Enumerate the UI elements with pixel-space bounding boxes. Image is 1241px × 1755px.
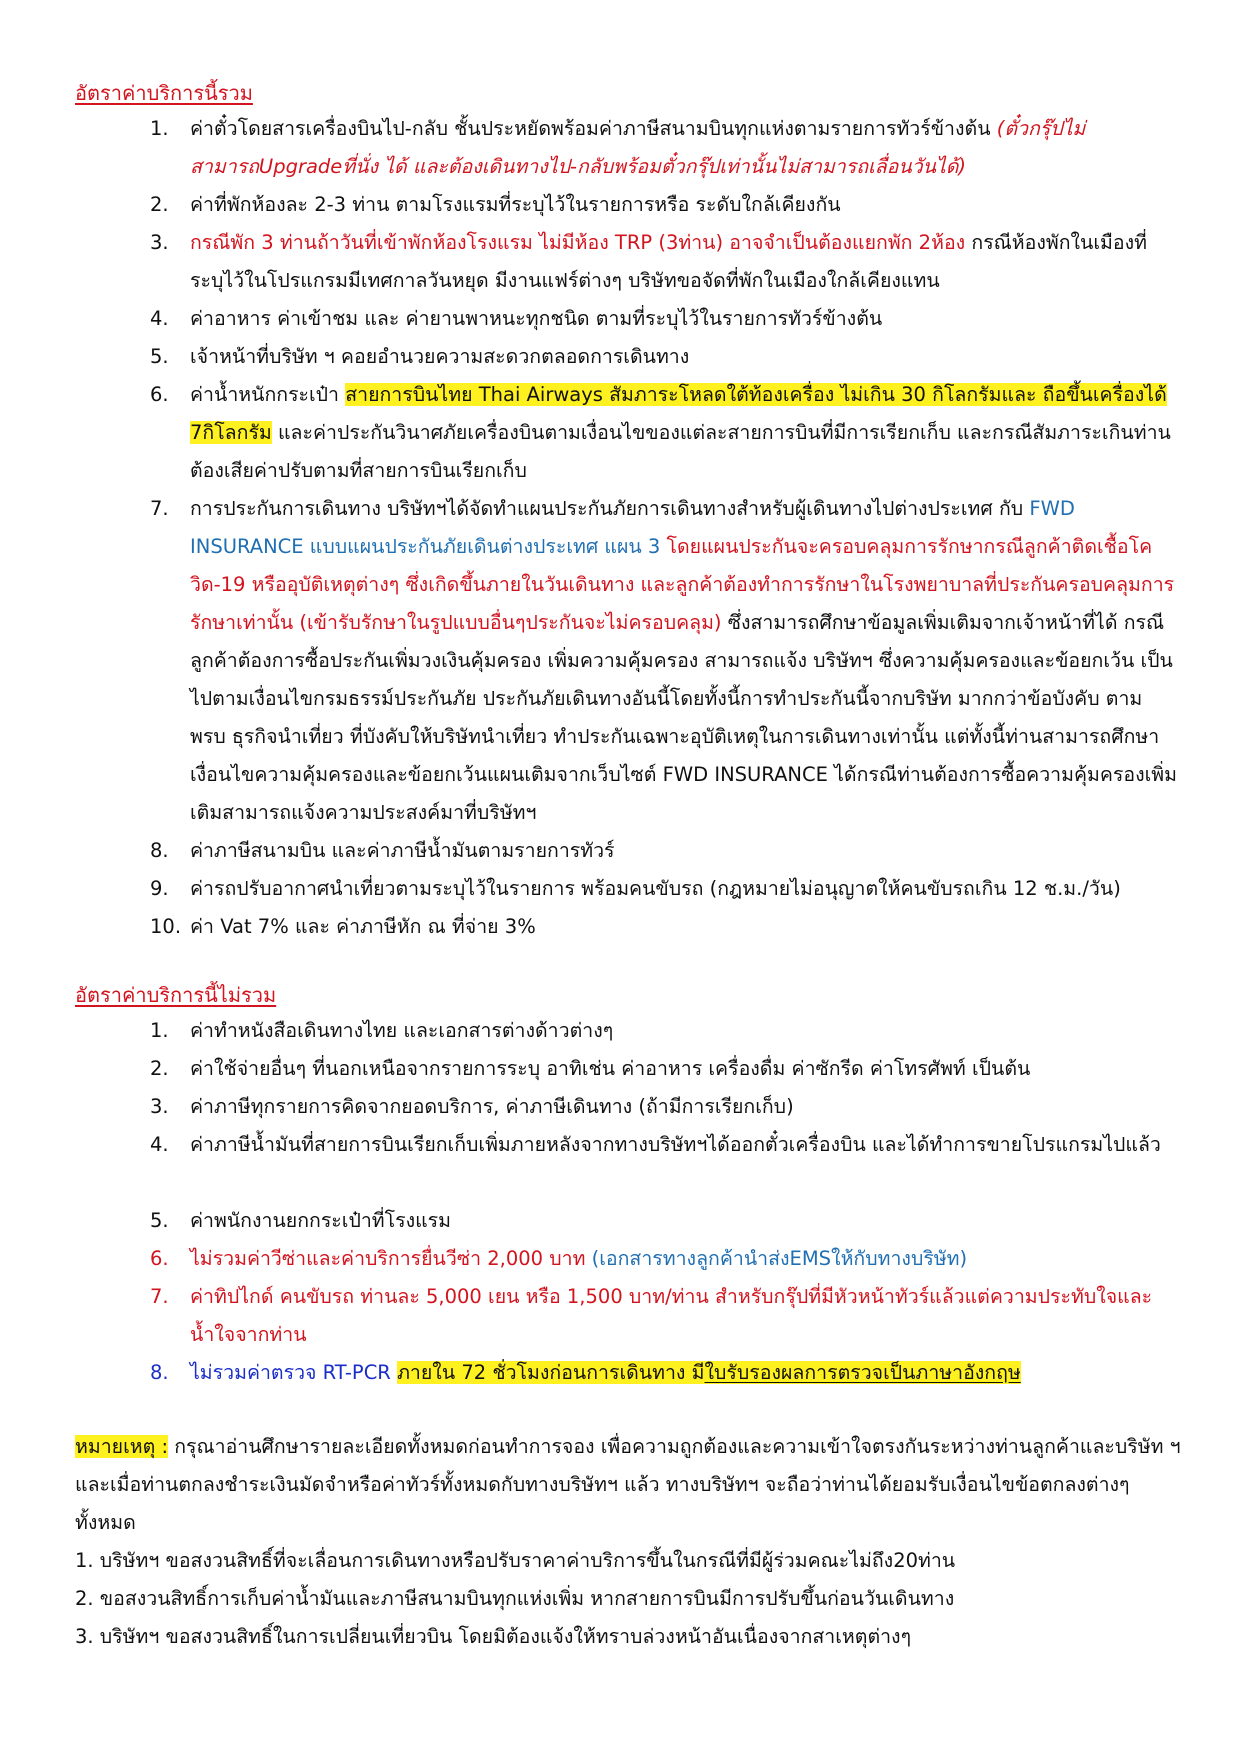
item-number: 4.	[150, 1133, 169, 1156]
coverage-text-red: โดยแผนประกันจะครอบคลุมการรักษากรณีลูกค้าติดเชื้อโควิด-19 หรืออุบัติเหตุต่างๆ ซึ่งเกิดขึ้นภายในวันเดินทาง และลูกค้าต้องทำการรักษาในโรงพยาบาลที่ประกันครอบคลุมการรักษาเท่านั้น (เข้ารับรักษาในรูปแบบอื่นๆประกันจะไม่ครอบคลุม)	[190, 535, 1175, 634]
item-number: 6.	[150, 383, 169, 406]
excluded-item-7	[150, 1278, 1180, 1354]
item-text: ค่าใช้จ่ายอื่นๆ ที่นอกเหนือจากรายการระบุ อาทิเช่น ค่าอาหาร เครื่องดื่ม ค่าซักรีด ค่าโทรศัพท์ เป็นต้น	[190, 1057, 1031, 1080]
item-text: ค่าภาษีน้ำมันที่สายการบินเรียกเก็บเพิ่มภายหลังจากทางบริษัทฯได้ออกตั๋วเครื่องบิน และได้ทำการขายโปรแกรมไปแล้ว	[190, 1133, 1161, 1156]
item-text: ค่าภาษีสนามบิน และค่าภาษีน้ำมันตามรายการทัวร์	[190, 839, 615, 862]
item-text: เจ้าหน้าที่บริษัท ฯ คอยอำนวยความสะดวกตลอดการเดินทาง	[190, 345, 690, 368]
item-number: 5.	[150, 345, 169, 368]
excluded-heading: อัตราค่าบริการนี้ไม่รวม	[75, 983, 277, 1007]
item-number: 1.	[150, 117, 169, 140]
excluded-item-1	[150, 1012, 1180, 1050]
excluded-item-3	[150, 1088, 1180, 1126]
item-number: 10.	[150, 915, 182, 938]
item-number: 7.	[150, 1285, 169, 1308]
item-note-blue: (เอกสารทางลูกค้านำส่งEMSให้กับทางบริษัท)	[591, 1247, 968, 1270]
item-number: 9.	[150, 877, 169, 900]
baggage-highlight: สายการบินไทย Thai Airways สัมภาระโหลดใต้ท้องเครื่อง ไม่เกิน 30 กิโลกรัมและ ถือขึ้นเครื่องได้ 7กิโลกรัม	[190, 383, 1167, 444]
item-text-red: กรณีพัก 3 ท่านถ้าวันที่เข้าพักห้องโรงแรม ไม่มีห้อง TRP (3ท่าน) อาจจำเป็นต้องแยกพัก 2ห้อง	[190, 231, 966, 254]
remark-text: กรุณาอ่านศึกษารายละเอียดทั้งหมดก่อนทำการจอง เพื่อความถูกต้องและความเข้าใจตรงกันระหว่างท่านลูกค้าและบริษัท ฯ และเมื่อท่านตกลงชำระเงินมัดจำหรือค่าทัวร์ทั้งหมดกับทางบริษัทฯ แล้ว ทางบริษัทฯ จะถือว่าท่านได้ยอมรับเงื่อนไขข้อตกลงต่างๆ ทั้งหมด	[75, 1435, 1181, 1534]
excluded-item-5	[150, 1202, 1180, 1240]
item-text-cont: และค่าประกันวินาศภัยเครื่องบินตามเงื่อนไขของแต่ละสายการบินที่มีการเรียกเก็บ และกรณีสัมภาระเกินท่านต้องเสียค่าปรับตามที่สายการบินเรียกเก็บ	[190, 421, 1171, 482]
item-text: ค่าทำหนังสือเดินทางไทย และเอกสารต่างด้าวต่างๆ	[190, 1019, 614, 1042]
rtpcr-highlight: ภายใน 72 ชั่วโมงก่อนการเดินทาง มี	[397, 1361, 705, 1384]
included-item-5	[150, 338, 1180, 376]
included-item-4	[150, 300, 1180, 338]
certificate-highlight: ใบรับรองผลการตรวจเป็นภาษาอังกฤษ	[704, 1361, 1021, 1384]
remark-line-3: 3. บริษัทฯ ขอสงวนสิทธิ์ในการเปลี่ยนเที่ยวบิน โดยมิต้องแจ้งให้ทราบล่วงหน้าอันเนื่องจากสาเหตุต่างๆ	[75, 1625, 912, 1648]
item-number: 7.	[150, 497, 169, 520]
item-text: ค่าตั๋วโดยสารเครื่องบินไป-กลับ ชั้นประหยัดพร้อมค่าภาษีสนามบินทุกแห่งตามรายการทัวร์ข้างต้น	[190, 117, 997, 140]
item-text: กรณีห้องพักในเมืองที่ระบุไว้ในโปรแกรมมีเทศกาลวันหยุด มีงานแฟร์ต่างๆ บริษัทขอจัดที่พักในเมืองใกล้เคียงแทน	[190, 231, 1147, 292]
excluded-item-4	[150, 1126, 1180, 1164]
item-text: ค่าน้ำหนักกระเป๋า	[190, 383, 346, 406]
remark-label: หมายเหตุ :	[75, 1435, 169, 1458]
item-text: ค่าอาหาร ค่าเข้าชม และ ค่ายานพาหนะทุกชนิด ตามที่ระบุไว้ในรายการทัวร์ข้างต้น	[190, 307, 883, 330]
included-item-10	[150, 908, 1180, 946]
excluded-item-6	[150, 1240, 1180, 1278]
item-number: 1.	[150, 1019, 169, 1042]
item-text: การประกันการเดินทาง บริษัทฯได้จัดทำแผนประกันภัยการเดินทางสำหรับผู้เดินทางไปต่างประเทศ กับ	[190, 497, 1030, 520]
item-text-cont: ซึ่งสามารถศึกษาข้อมูลเพิ่มเติมจากเจ้าหน้าที่ได้ กรณีลูกค้าต้องการซื้อประกันเพิ่มวงเงินคุ้มครอง เพิ่มความคุ้มครอง สามารถแจ้ง บริษัทฯ ซึ่งความคุ้มครองและข้อยกเว้น เป็นไปตามเงื่อนไขกรมธรรม์ประกันภัย ประกันภัยเดินทางอันนี้โดยทั้งนี้การทำประกันนี้จากบริษัท มากกว่าข้อบังคับ ตาม พรบ ธุรกิจนำเที่ยว ที่บังคับให้บริษัทนำเที่ยว ทำประกันเฉพาะอุบัติเหตุในการเดินทางเท่านั้น แต่ทั้งนี้ท่านสามารถศึกษาเงื่อนไขความคุ้มครองและข้อยกเว้นแผนเติมจากเว็บไซต์ FWD INSURANCE ได้กรณีท่านต้องการซื้อความคุ้มครองเพิ่มเติมสามารถแจ้งความประสงค์มาที่บริษัทฯ	[190, 611, 1177, 824]
remark-line-2: 2. ขอสงวนสิทธิ์การเก็บค่าน้ำมันและภาษีสนามบินทุกแห่งเพิ่ม หากสายการบินมีการปรับขึ้นก่อนวันเดินทาง	[75, 1587, 955, 1610]
included-item-8	[150, 832, 1180, 870]
included-item-7	[150, 490, 1180, 832]
item-number: 6.	[150, 1247, 169, 1270]
item-text-red: ค่าทิปไกด์ คนขับรถ ท่านละ 5,000 เยน หรือ 1,500 บาท/ท่าน สำหรับกรุ๊ปที่มีหัวหน้าทัวร์แล้วแต่ความประทับใจและน้ำใจจากท่าน	[190, 1285, 1153, 1346]
remark-line-1: 1. บริษัทฯ ขอสงวนสิทธิ์ที่จะเลื่อนการเดินทางหรือปรับราคาค่าบริการขึ้นในกรณีที่มีผู้ร่วมคณะไม่ถึง20ท่าน	[75, 1549, 956, 1572]
included-heading: อัตราค่าบริการนี้รวม	[75, 81, 253, 105]
insurance-plan-blue: FWD INSURANCE แบบแผนประกันภัยเดินต่างประเทศ แผน 3	[190, 497, 1075, 558]
excluded-item-8	[150, 1354, 1180, 1392]
included-item-2	[150, 186, 1180, 224]
item-text: ค่าพนักงานยกกระเป๋าที่โรงแรม	[190, 1209, 451, 1232]
item-number: 3.	[150, 1095, 169, 1118]
item-text-blue: ไม่รวมค่าตรวจ RT-PCR	[190, 1361, 398, 1384]
included-item-3	[150, 224, 1180, 300]
item-text: ค่ารถปรับอากาศนำเที่ยวตามระบุไว้ในรายการ พร้อมคนขับรถ (กฎหมายไม่อนุญาตให้คนขับรถเกิน 12 ช.ม./วัน)	[190, 877, 1121, 900]
remark-paragraph	[75, 1428, 1185, 1542]
item-number: 2.	[150, 193, 169, 216]
included-item-9	[150, 870, 1180, 908]
item-number: 8.	[150, 839, 169, 862]
item-number: 8.	[150, 1361, 169, 1384]
included-item-1	[150, 110, 1180, 186]
item-note-red: (ตั๋วกรุ๊ปไม่สามารถUpgradeที่นั่ง ได้ และต้องเดินทางไป-กลับพร้อมตั๋วกรุ๊ปเท่านั้นไม่สามารถเลื่อนวันได้)	[190, 117, 1086, 178]
item-number: 2.	[150, 1057, 169, 1080]
excluded-item-2	[150, 1050, 1180, 1088]
item-text: ค่า Vat 7% และ ค่าภาษีหัก ณ ที่จ่าย 3%	[190, 915, 536, 938]
item-text: ค่าภาษีทุกรายการคิดจากยอดบริการ, ค่าภาษีเดินทาง (ถ้ามีการเรียกเก็บ)	[190, 1095, 794, 1118]
item-text: ค่าที่พักห้องละ 2-3 ท่าน ตามโรงแรมที่ระบุไว้ในรายการหรือ ระดับใกล้เคียงกัน	[190, 193, 841, 216]
item-number: 3.	[150, 231, 169, 254]
included-item-6	[150, 376, 1180, 490]
item-number: 4.	[150, 307, 169, 330]
item-number: 5.	[150, 1209, 169, 1232]
item-text-red: ไม่รวมค่าวีซ่าและค่าบริการยื่นวีซ่า 2,000 บาท	[190, 1247, 592, 1270]
